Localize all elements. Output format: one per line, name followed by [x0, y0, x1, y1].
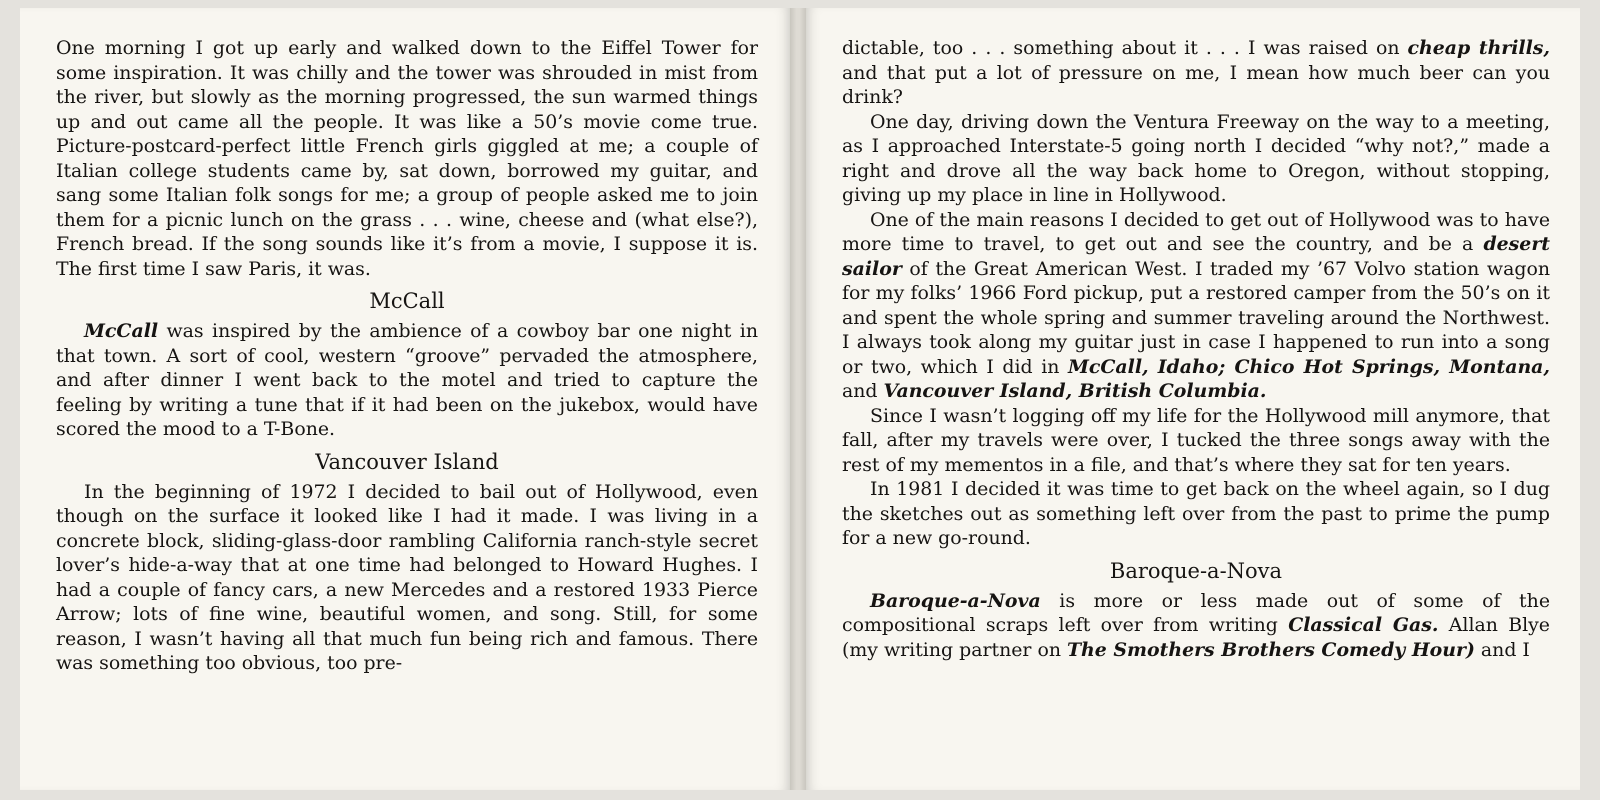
vancouver-paragraph: In the beginning of 1972 I decided to bail out of Hollywood, even though on the surface it looked like I had it made. I was living in a concrete block, sliding-glass-door rambling California ranch-style secret lover’s hide-a-way that at one time had belonged to Howard Hughes. I had a couple of fancy cars, a new Mercedes and a restored 1933 Pierce Arrow; lots of fine wine, beautiful women, and song. Still, for some reason, I wasn’t having all that much fun being rich and famous. There was something too obvious, too pre-	[56, 480, 758, 674]
baroque-paragraph	[842, 589, 1550, 663]
p1-text-a: dictable, too . . . something about it . . . I was raised on	[842, 37, 1408, 59]
p6-text-a: is more or less made out of some of the compositional scraps left over from writing	[842, 589, 1550, 636]
travel-paragraph	[842, 208, 1550, 404]
cheap-thrills-italic: cheap thrills,	[1407, 37, 1550, 59]
mementos-paragraph: Since I wasn’t logging off my life for the Hollywood mill anymore, that fall, after my travels were over, I tucked the three songs away with the rest of my mementos in a file, and that’s where they sat for ten years.	[842, 404, 1550, 476]
heading-baroque-a-nova: Baroque-a-Nova	[1109, 558, 1283, 583]
mccall-title-italic: McCall	[84, 320, 159, 342]
p6-text-c: and I	[1474, 638, 1530, 661]
left-page	[20, 8, 790, 790]
1981-paragraph: In 1981 I decided it was time to get back on the wheel again, so I dug the sketches out as something left over from the past to prime the pump for a new go-round.	[842, 478, 1550, 549]
continued-paragraph	[842, 36, 1550, 110]
p3-text-c: and	[842, 380, 884, 402]
classical-gas-italic: Classical Gas.	[1288, 614, 1439, 636]
p1-text-b: and that put a lot of pressure on me, I mean how much beer can you drink?	[842, 61, 1550, 108]
mccall-text: was inspired by the ambience of a cowboy bar one night in that town. A sort of cool, western “groove” pervaded the atmosphere, and after dinner I went back to the motel and tried to capture the feeling by writing a tune that if it had been on the jukebox, would have scored the mood to a T-Bone.	[56, 320, 758, 440]
paris-paragraph: One morning I got up early and walked down to the Eiffel Tower for some inspiration. It was chilly and the tower was shrouded in mist from the river, but slowly as the morning progressed, the sun warmed things up and out came all the people. It was like a 50’s movie come true. Picture-postcard-perfect little French girls giggled at me; a couple of Italian college students came by, sat down, borrowed my guitar, and sang some Italian folk songs for me; a group of people asked me to join them for a picnic lunch on the grass . . . wine, cheese and (what else?), French bread. If the song sounds like it’s from a movie, I suppose it is. The first time I saw Paris, it was.	[56, 37, 758, 280]
places-italic-1: McCall, Idaho; Chico Hot Springs, Montana,	[1067, 355, 1550, 378]
right-page	[806, 8, 1580, 790]
heading-vancouver-island: Vancouver Island	[315, 449, 499, 474]
freeway-paragraph: One day, driving down the Ventura Freeway on the way to a meeting, as I approached Interstate-5 going north I decided “why not?,” made a right and drove all the way back home to Oregon, without stopping, giving up my place in line in Hollywood.	[842, 110, 1550, 206]
book-gutter	[790, 8, 806, 790]
heading-mccall: McCall	[369, 289, 445, 313]
mccall-paragraph	[56, 319, 758, 442]
desert-sailor-italic: desert sailor	[842, 233, 1550, 280]
places-italic-2: Vancouver Island, British Columbia.	[883, 380, 1267, 402]
p3-text-b: of the Great American West. I traded my ’67 Volvo station wagon for my folks’ 1966 Ford pickup, put a restored camper from the 50’s on it and spent the whole spring and summer traveling around the Northwest. I always took along my guitar just in case I happened to run into a song or two, which I did in	[842, 257, 1550, 378]
p6-text-b: Allan Blye (my writing partner on	[842, 614, 1550, 661]
p3-text-a: One of the main reasons I decided to get out of Hollywood was to have more time to travel, to get out and see the country, and be a	[842, 208, 1550, 255]
baroque-title-italic: Baroque-a-Nova	[870, 589, 1041, 612]
smothers-brothers-italic: The Smothers Brothers Comedy Hour)	[1067, 638, 1475, 661]
